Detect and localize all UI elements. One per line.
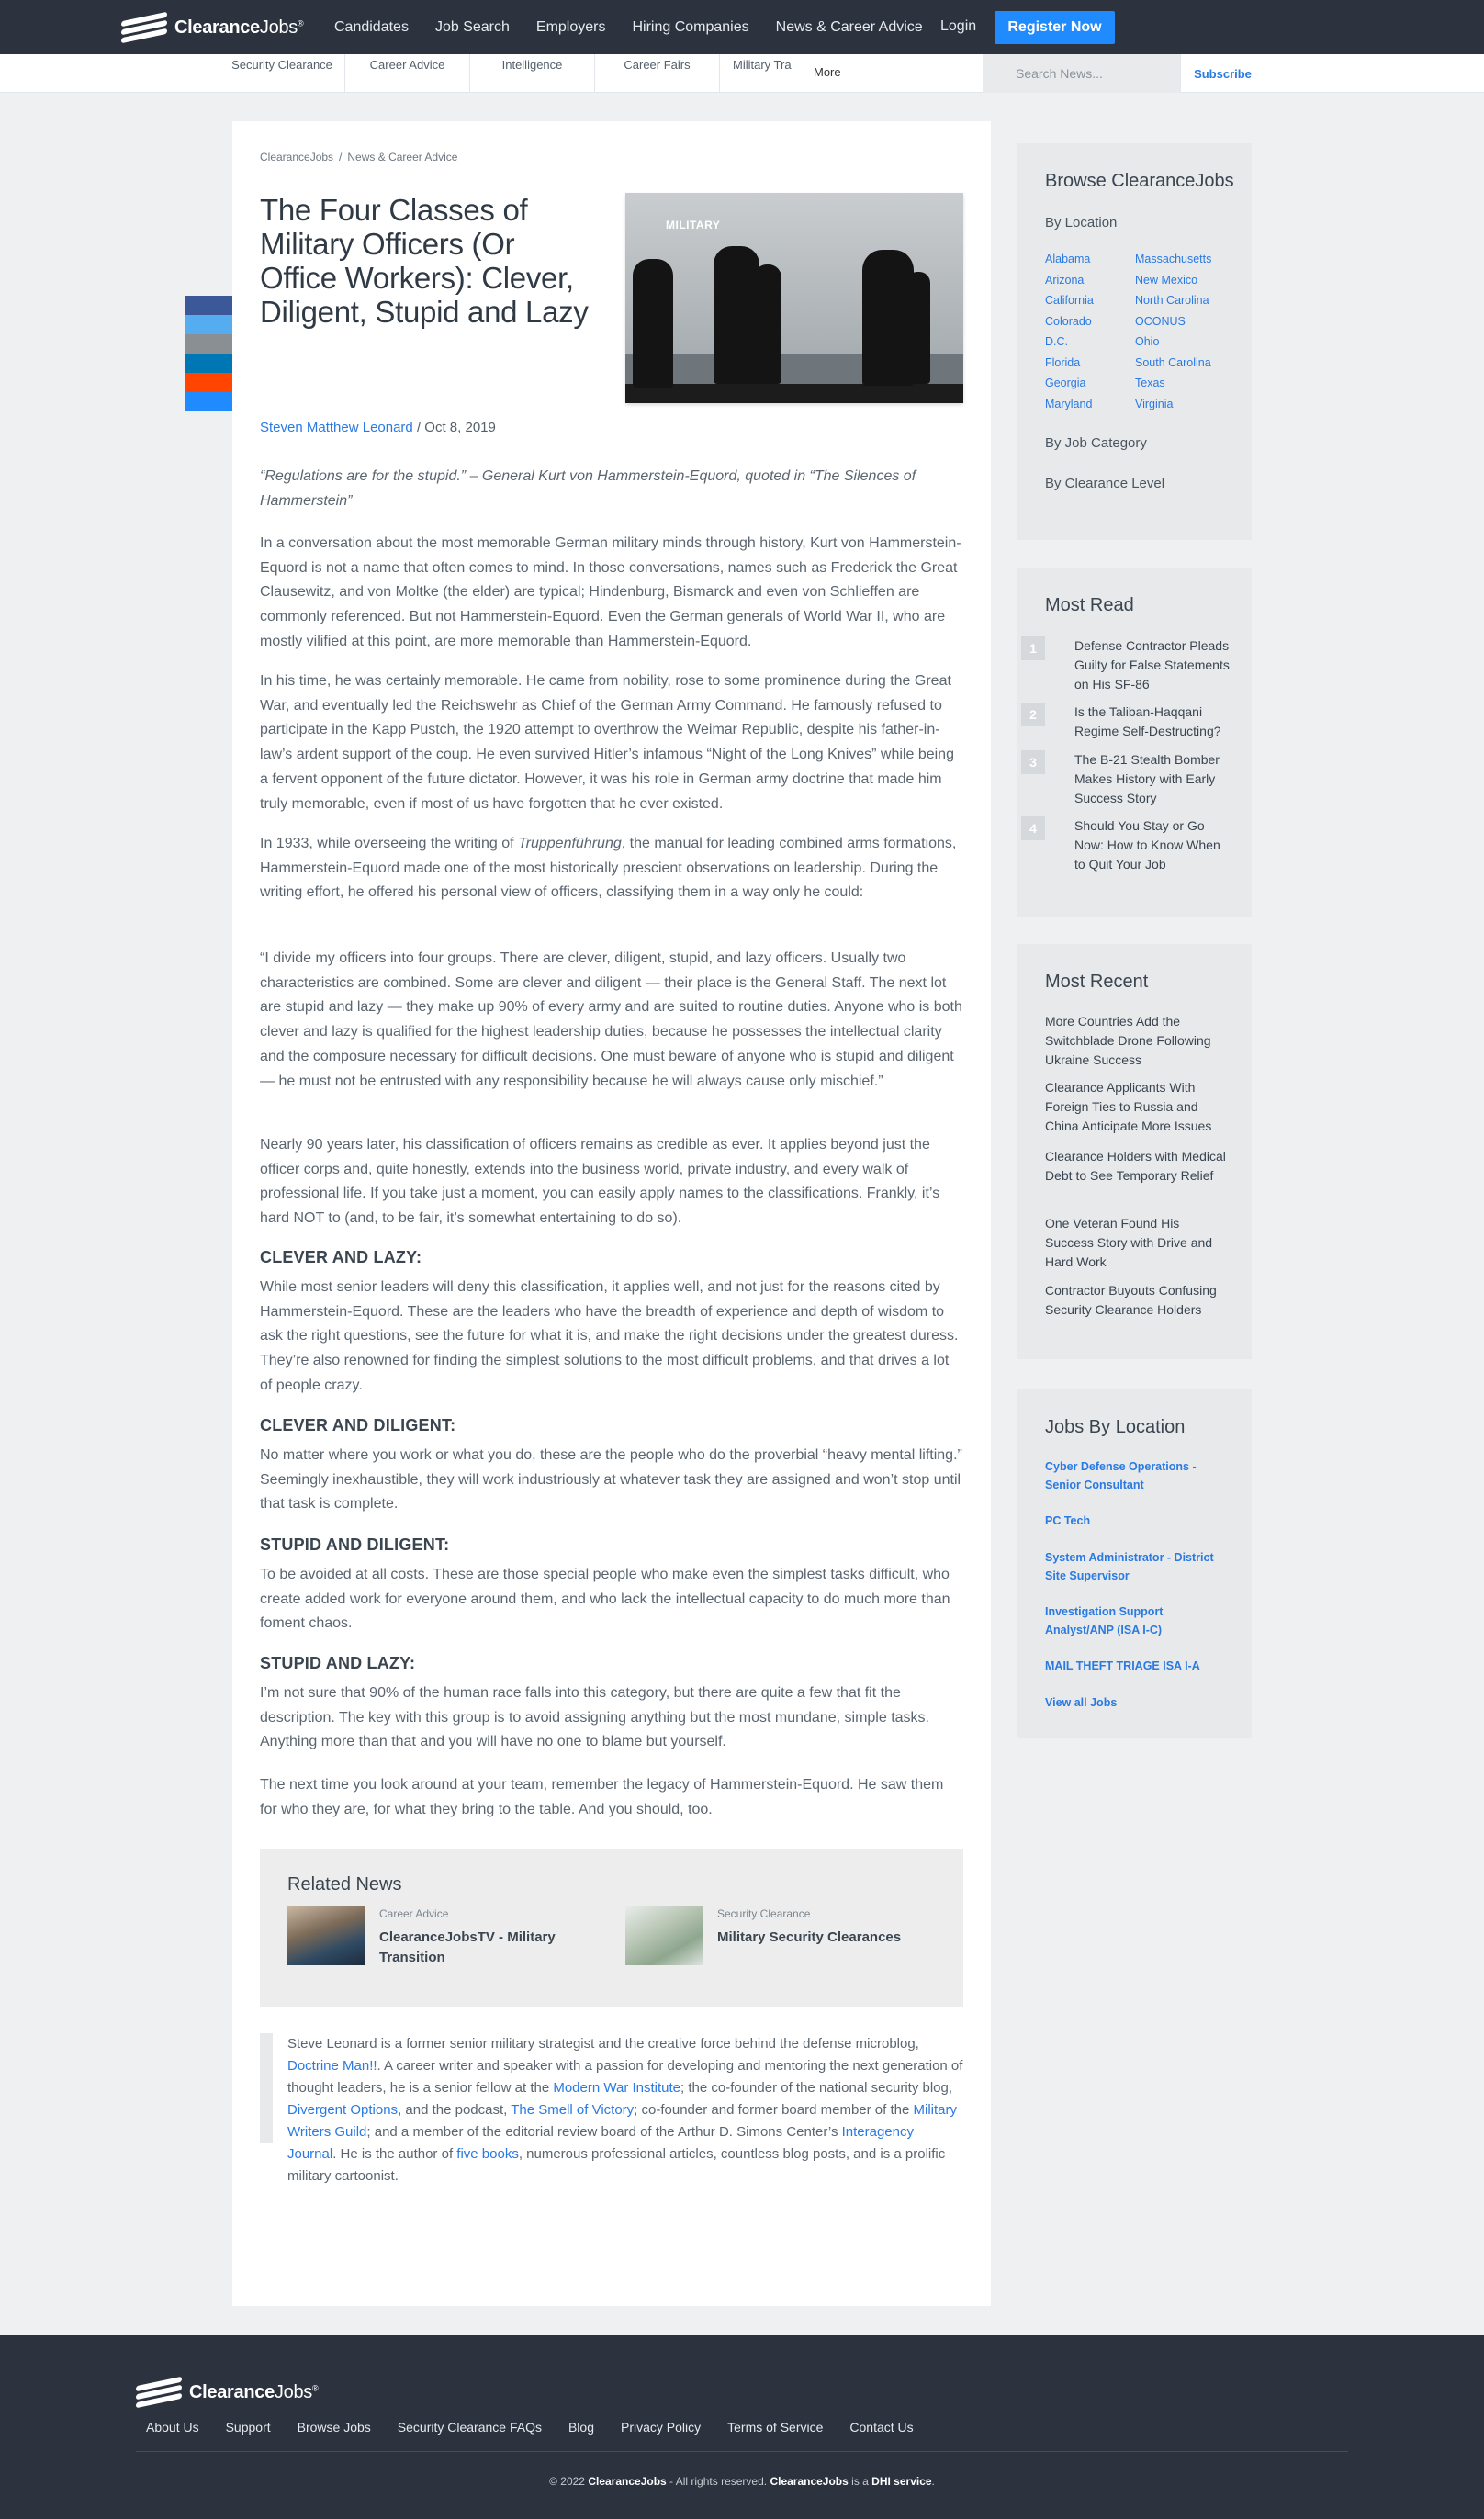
article-title: The Four Classes of Military Officers (Or Office Workers): Clever, Diligent, Stupid and Lazy — [260, 193, 589, 329]
footer-terms-of-service[interactable]: Terms of Service — [727, 2420, 824, 2435]
most-recent — [1017, 944, 1252, 1359]
author-link[interactable]: Steven Matthew Leonard — [260, 420, 413, 435]
most-read-title: Most Read — [1045, 595, 1134, 615]
view-all-jobs-link[interactable]: View all Jobs — [1045, 1696, 1118, 1709]
five-books-link[interactable]: five books — [456, 2146, 519, 2162]
subnav-career-advice[interactable]: Career Advice — [344, 54, 469, 93]
related-thumbnail — [287, 1906, 365, 1965]
most-read-item[interactable]: 4 Should You Stay or Go Now: How to Know When to Quit Your Job — [1021, 816, 1242, 872]
heading-stupid-lazy: STUPID AND LAZY: — [260, 1654, 416, 1672]
job-link[interactable]: Investigation Support Analyst/ANP (ISA I-C) — [1045, 1605, 1164, 1636]
closing-paragraph: The next time you look around at your team, remember the legacy of Hammerstein-Equord. He saw them for who they are, for what they bring to the table. And you should, too. — [260, 1777, 944, 1817]
footer-divider — [136, 2451, 1348, 2452]
publish-date: Oct 8, 2019 — [424, 420, 496, 435]
nav-hiring-companies[interactable]: Hiring Companies — [632, 18, 749, 35]
nav-news-career-advice[interactable]: News & Career Advice — [775, 18, 923, 35]
paragraph-clever-diligent: No matter where you work or what you do, these are the people who do the proverbial “heavy mental lifting.” Seemingly inexhaustible, they will work industriously at whatever task they are assigned and won’t stop until that task is complete. — [260, 1447, 962, 1513]
doctrine-man-link[interactable]: Doctrine Man!! — [287, 2058, 377, 2074]
reddit-share-icon[interactable] — [186, 373, 232, 392]
article-card — [232, 121, 991, 2306]
copyright: © 2022 ClearanceJobs - All rights reserved. ClearanceJobs is a DHI service. — [549, 2475, 935, 2488]
smell-of-victory-link[interactable]: The Smell of Victory — [511, 2102, 635, 2118]
browse-clearancejobs — [1017, 143, 1252, 540]
logo-flag-icon — [121, 13, 167, 42]
most-recent-title: Most Recent — [1045, 972, 1149, 992]
related-item[interactable]: Security Clearance Military Security Clearances — [625, 1905, 938, 1969]
footer-contact-us[interactable]: Contact Us — [849, 2420, 914, 2435]
twitter-share-icon[interactable] — [186, 315, 232, 334]
footer-privacy-policy[interactable]: Privacy Policy — [621, 2420, 702, 2435]
hero-category-label: MILITARY — [666, 219, 721, 231]
footer-blog[interactable]: Blog — [568, 2420, 594, 2435]
job-link[interactable]: System Administrator - District Site Supervisor — [1045, 1551, 1214, 1582]
divergent-options-link[interactable]: Divergent Options — [287, 2102, 399, 2118]
breadcrumb-news[interactable]: News & Career Advice — [347, 151, 458, 163]
location-list-2: Massachusetts New Mexico North Carolina OCONUS Ohio South Carolina Texas Virginia — [1135, 253, 1212, 410]
military-writers-guild-link[interactable]: Military Writers Guild — [287, 2102, 957, 2140]
footer-browse-jobs[interactable]: Browse Jobs — [297, 2420, 371, 2435]
breadcrumb: ClearanceJobs / News & Career Advice — [260, 151, 458, 163]
job-link[interactable]: MAIL THEFT TRIAGE ISA I-A — [1045, 1659, 1200, 1672]
subnav-intelligence[interactable]: Intelligence — [469, 54, 594, 93]
register-button[interactable]: Register Now — [995, 11, 1115, 44]
nav-job-search[interactable]: Job Search — [434, 18, 510, 35]
email-share-icon[interactable] — [186, 334, 232, 354]
footer-links — [146, 2420, 940, 2435]
subnav-more[interactable]: More — [814, 65, 841, 79]
heading-clever-diligent: CLEVER AND DILIGENT: — [260, 1416, 456, 1434]
footer-support[interactable]: Support — [225, 2420, 271, 2435]
news-subnav — [0, 54, 1484, 93]
location-list-1: Alabama Arizona California Colorado D.C. Florida Georgia Maryland — [1045, 253, 1094, 410]
most-read — [1017, 568, 1252, 917]
subnav-military-transition[interactable]: Military Tra — [719, 54, 797, 93]
most-read-item[interactable]: 1 Defense Contractor Pleads Guilty for False Statements on His SF-86 — [1021, 636, 1242, 692]
nav-candidates[interactable]: Candidates — [334, 18, 409, 35]
most-recent-item[interactable]: Contractor Buyouts Confusing Security Clearance Holders — [1045, 1283, 1217, 1317]
by-clearance-level-link[interactable]: By Clearance Level — [1045, 476, 1165, 491]
paragraph-stupid-lazy: I’m not sure that 90% of the human race falls into this category, but there are quite a few that fit the description. The key with this group is to avoid assigning anything but the most mundane, simple tasks. Anything more than that and you will have no one to blame but yourself. — [260, 1685, 929, 1750]
subnav-security-clearance[interactable]: Security Clearance — [219, 54, 344, 93]
related-thumbnail — [625, 1906, 703, 1965]
most-read-item[interactable]: 3 The B-21 Stealth Bomber Makes History with Early Success Story — [1021, 750, 1242, 805]
modern-war-institute-link[interactable]: Modern War Institute — [553, 2080, 681, 2096]
paragraph-5: Nearly 90 years later, his classification of officers remains as credible as ever. It applies beyond just the officer corps and, quite honestly, extends into the business world, private industry, and every walk of professional life. If you take just a moment, you can easily apply names to the classifications. Frankly, it’s hard NOT to (and, to be fair, it’s somewhat entertaining to do so). — [260, 1137, 940, 1227]
paragraph-stupid-diligent: To be avoided at all costs. These are those special people who make even the simplest tasks difficult, who create added work for everyone around them, and who lack the intellectual capacity to do much more than foment chaos. — [260, 1567, 950, 1632]
interagency-journal-link[interactable]: Interagency Journal — [287, 2124, 914, 2162]
subscribe-button[interactable]: Subscribe — [1180, 54, 1265, 93]
by-job-category-link[interactable]: By Job Category — [1045, 435, 1147, 451]
main-nav — [334, 0, 950, 54]
footer — [0, 2335, 1484, 2519]
footer-logo[interactable]: ClearanceJobs® — [136, 2377, 318, 2408]
linkedin-share-icon[interactable] — [186, 354, 232, 373]
related-item[interactable]: Career Advice ClearanceJobsTV - Military Transition — [287, 1905, 590, 1969]
hammerstein-quote: “I divide my officers into four groups. There are clever, diligent, stupid, and lazy officers. Usually two characteristics are combined. Some are clever and diligent — their place is the General Staff. The next lot are stupid and lazy — they make up 90% of every army and are suited to routine duties. Anyone who is both clever and lazy is qualified for the highest leadership duties, because he possesses the intellectual clarity and the composure necessary for difficult decisions. One must beware of anyone who is stupid and diligent — he must not be entrusted with any responsibility because he will always cause only mischief.” — [260, 950, 962, 1089]
footer-about-us[interactable]: About Us — [146, 2420, 199, 2435]
browse-title: Browse ClearanceJobs — [1045, 171, 1234, 191]
facebook-share-icon[interactable] — [186, 296, 232, 315]
more-share-icon[interactable] — [186, 392, 232, 411]
most-recent-item[interactable]: Clearance Applicants With Foreign Ties to Russia and China Anticipate More Issues — [1045, 1080, 1212, 1133]
subnav-career-fairs[interactable]: Career Fairs — [594, 54, 719, 93]
most-read-item[interactable]: 2 Is the Taliban-Haqqani Regime Self-Destructing? — [1021, 703, 1242, 758]
top-navbar — [0, 0, 1484, 54]
paragraph-2: In his time, he was certainly memorable. He came from nobility, rose to some prominence during the Great War, and eventually led the Reichswehr as Chief of the German Army Command. He famously refused to participate in the Kapp Pustch, the 1920 attempt to overthrow the Weimar Republic, despite his father-in-law’s ardent support of the coup. He even survived Hitler’s infamous “Night of the Long Knives” while being a fervent opponent of the future dictator. However, it was his role in German army doctrine that made him truly memorable, even if most of us have forgotten that he ever existed. — [260, 673, 954, 812]
related-news — [260, 1849, 963, 2007]
news-search-input[interactable]: Search News... — [983, 54, 1180, 93]
jobs-title: Jobs By Location — [1045, 1417, 1186, 1437]
most-recent-item[interactable]: Clearance Holders with Medical Debt to See Temporary Relief — [1045, 1149, 1226, 1183]
by-location-label: By Location — [1045, 215, 1118, 231]
heading-stupid-diligent: STUPID AND DILIGENT: — [260, 1535, 450, 1554]
jobs-by-location — [1017, 1389, 1252, 1738]
paragraph-3: In 1933, while overseeing the writing of Truppenführung, the manual for leading combined arms formations, Hammerstein-Equord made one of the most historically prescient observations on leadership. During the writing effort, he offered his personal view of officers, classifying them in a way only he could: — [260, 836, 957, 901]
opening-quote: “Regulations are for the stupid.” – General Kurt von Hammerstein-Equord, quoted in “The Silences of Hammerstein” — [260, 468, 916, 509]
most-recent-item[interactable]: One Veteran Found His Success Story with Drive and Hard Work — [1045, 1216, 1213, 1269]
job-link[interactable]: PC Tech — [1045, 1514, 1091, 1527]
hero-image — [625, 193, 963, 403]
related-news-title: Related News — [287, 1874, 402, 1895]
breadcrumb-home[interactable]: ClearanceJobs — [260, 151, 334, 163]
nav-employers[interactable]: Employers — [535, 18, 606, 35]
logo-flag-icon — [136, 2378, 182, 2407]
footer-security-clearance-faqs[interactable]: Security Clearance FAQs — [397, 2420, 542, 2435]
login-link[interactable]: Login — [940, 18, 977, 34]
job-link[interactable]: Cyber Defense Operations - Senior Consultant — [1045, 1460, 1197, 1491]
paragraph-clever-lazy: While most senior leaders will deny this classification, it applies well, and not just for the reasons cited by Hammerstein-Equord. These are the leaders who have the breadth of experience and depth of wisdom to ask the right questions, see the future for what it is, and make the right decisions under the greatest duress. They’re also renowned for finding the simplest solutions to the most difficult problems, and that drives a lot of people crazy. — [260, 1279, 959, 1393]
most-recent-item[interactable]: More Countries Add the Switchblade Drone Following Ukraine Success — [1045, 1014, 1211, 1067]
author-bio: Steve Leonard is a former senior military strategist and the creative force behind the defense microblog, Doctrine Man!!. A career writer and speaker with a passion for developing and mentoring the next generation of thought leaders, he is a senior fellow at the Modern War Institute; the co-founder of the national security blog, Divergent Options, and the podcast, The Smell of Victory; co-founder and former board member of the Military Writers Guild; and a member of the editorial review board of the Arthur D. Simons Center’s Interagency Journal. He is the author of five books, numerous professional articles, countless blog posts, and is a prolific military cartoonist. — [260, 2033, 963, 2143]
brand-logo[interactable]: ClearanceJobs® — [121, 12, 303, 43]
heading-clever-lazy: CLEVER AND LAZY: — [260, 1248, 422, 1266]
byline: Steven Matthew Leonard / Oct 8, 2019 — [260, 420, 496, 435]
paragraph-1: In a conversation about the most memorable German military minds through history, Kurt von Hammerstein-Equord is not a name that often comes to mind. In those conversations, names such as Frederick the Great Clausewitz, and von Moltke (the elder) are typical; Hindenburg, Bismarck and even von Schlieffen are commonly referenced. But not Hammerstein-Equord. Even the German generals of World War II, who are mostly vilified at this point, are more memorable than Hammerstein-Equord. — [260, 535, 961, 649]
